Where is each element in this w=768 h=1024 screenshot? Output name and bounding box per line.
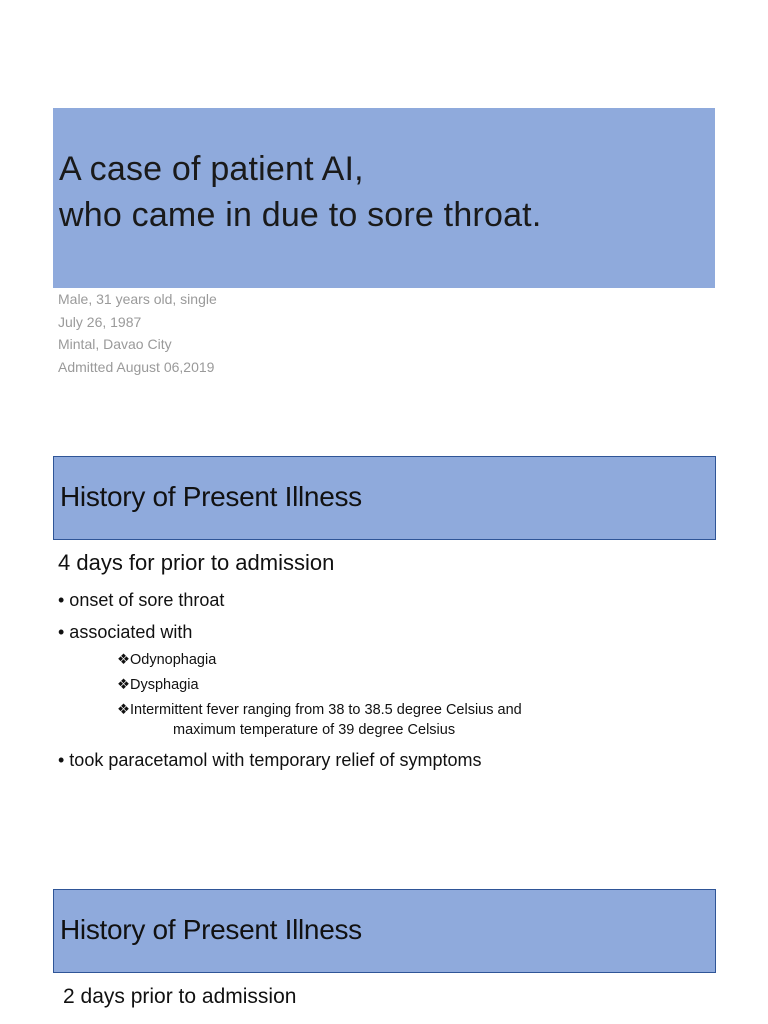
symptom-fever-line-1: ❖Intermittent fever ranging from 38 to 38.5 degree Celsius and (117, 702, 522, 718)
bullet-onset: • onset of sore throat (58, 590, 225, 610)
title-slide-banner (53, 108, 715, 288)
bullet-paracetamol: • took paracetamol with temporary relief of symptoms (58, 750, 482, 770)
patient-sex-age-status: Male, 31 years old, single (58, 291, 217, 307)
symptom-fever-line-2: maximum temperature of 39 degree Celsius (173, 722, 456, 738)
patient-address: Mintal, Davao City (58, 336, 172, 352)
slide-title (59, 146, 541, 238)
slide-2-heading: History of Present Illness (60, 481, 362, 512)
patient-birthdate: July 26, 1987 (58, 313, 142, 330)
symptom-dysphagia: ❖Dysphagia (117, 677, 199, 693)
slide-title-line-1: A case of patient AI, (59, 150, 364, 188)
slide-2-timeframe: 4 days for prior to admission (58, 550, 335, 575)
bullet-associated: • associated with (58, 622, 193, 642)
slide-title-line-2: who came in due to sore throat. (59, 196, 542, 234)
slide-3-timeframe: 2 days prior to admission (63, 985, 297, 1008)
symptom-fever (117, 700, 522, 740)
slide-3-header (53, 889, 716, 973)
symptom-odynophagia: ❖Odynophagia (117, 652, 217, 668)
patient-details (58, 288, 217, 378)
admission-date: Admitted August 06,2019 (58, 358, 215, 375)
slide-3-heading: History of Present Illness (60, 914, 362, 945)
slide-2-header (53, 456, 716, 540)
